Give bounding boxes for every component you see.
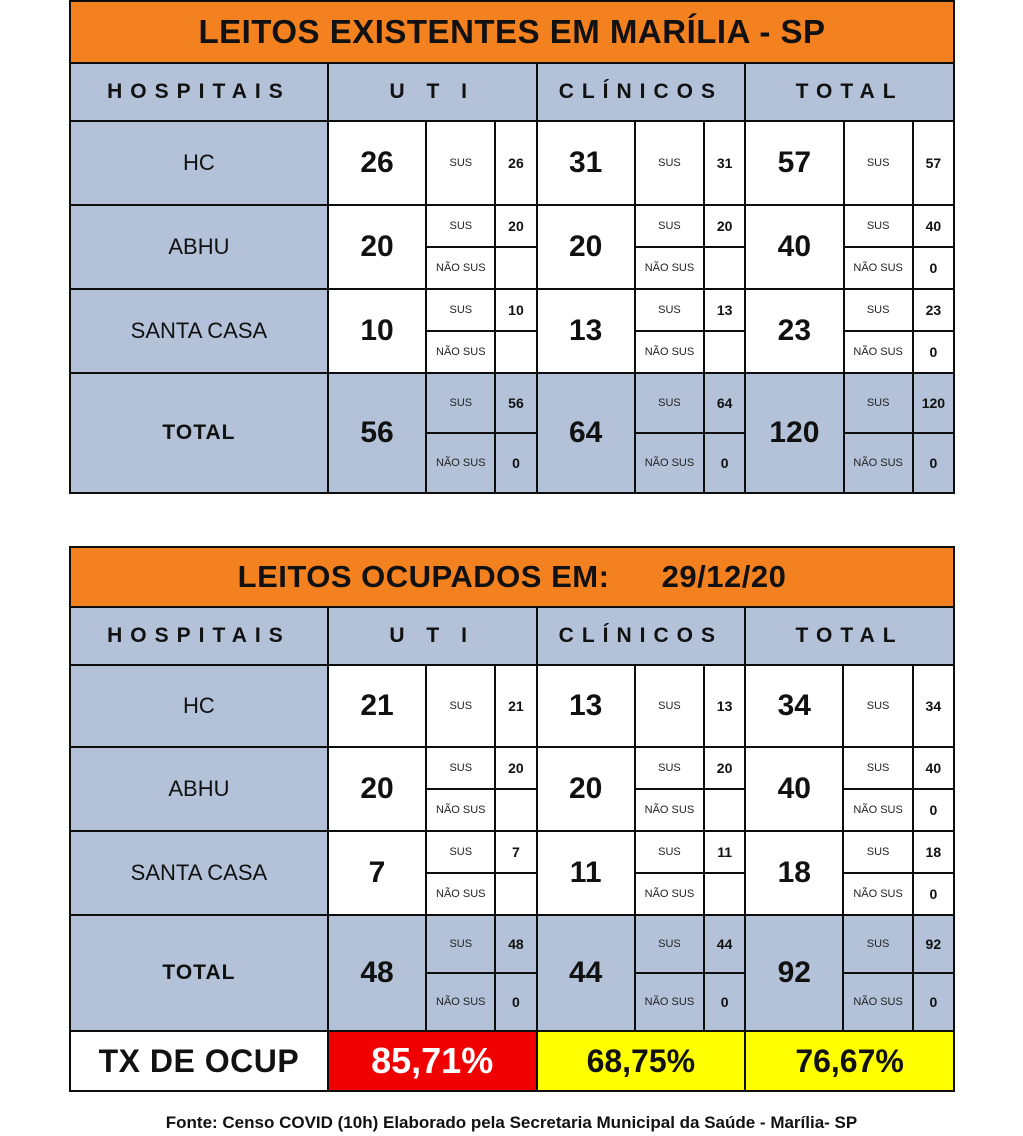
sus-label: SUS — [635, 665, 704, 747]
sus-value: 23 — [913, 289, 954, 331]
sus-value: 20 — [495, 747, 536, 789]
nao-sus-value — [704, 873, 745, 915]
sus-value: 48 — [495, 915, 536, 973]
nao-sus-value: 0 — [704, 973, 745, 1031]
nao-sus-value: 0 — [495, 433, 536, 493]
table-row — [70, 121, 954, 205]
hospital-name: TOTAL — [70, 373, 328, 493]
nao-sus-value — [495, 247, 536, 289]
sus-value: 40 — [913, 205, 954, 247]
sus-value: 57 — [913, 121, 954, 205]
header-uti: U T I — [328, 63, 537, 121]
clinicos-value: 44 — [537, 915, 635, 1031]
table-title — [70, 547, 954, 607]
sus-value: 20 — [704, 205, 745, 247]
clinicos-value: 31 — [537, 121, 635, 205]
nao-sus-value: 0 — [913, 433, 954, 493]
sus-value: 56 — [495, 373, 536, 433]
sus-label: SUS — [635, 205, 704, 247]
header-total: TOTAL — [745, 607, 954, 665]
nao-sus-label: NÃO SUS — [844, 331, 913, 373]
hospital-name: HC — [70, 665, 328, 747]
hospital-name: SANTA CASA — [70, 831, 328, 915]
sus-label: SUS — [635, 373, 704, 433]
uti-value: 7 — [328, 831, 426, 915]
sus-label: SUS — [635, 747, 704, 789]
total-value: 57 — [745, 121, 843, 205]
sus-label: SUS — [635, 831, 704, 873]
footer-source: Fonte: Censo COVID (10h) Elaborado pela Secretaria Municipal da Saúde - Marília- SP — [165, 1113, 858, 1132]
sus-label: SUS — [426, 747, 495, 789]
sus-label: SUS — [426, 289, 495, 331]
sus-label: SUS — [843, 831, 912, 873]
sus-value: 18 — [913, 831, 954, 873]
nao-sus-label: NÃO SUS — [426, 873, 495, 915]
sus-value: 11 — [704, 831, 745, 873]
total-value: 40 — [745, 205, 843, 289]
nao-sus-value: 0 — [495, 973, 536, 1031]
sus-label: SUS — [635, 121, 704, 205]
nao-sus-label: NÃO SUS — [426, 247, 495, 289]
hospital-name: HC — [70, 121, 328, 205]
table-row — [70, 915, 954, 973]
clinicos-value: 20 — [537, 205, 635, 289]
total-value: 92 — [745, 915, 843, 1031]
hospital-name: ABHU — [70, 747, 328, 831]
table-row — [70, 831, 954, 873]
nao-sus-value — [704, 331, 745, 373]
table-row — [70, 289, 954, 331]
sus-value: 44 — [704, 915, 745, 973]
nao-sus-value: 0 — [913, 331, 954, 373]
sus-value: 34 — [913, 665, 954, 747]
sus-value: 31 — [704, 121, 745, 205]
uti-value: 10 — [328, 289, 426, 373]
header-total: TOTAL — [745, 63, 954, 121]
leitos-ocupados-table — [69, 546, 955, 1092]
sus-value: 20 — [704, 747, 745, 789]
total-value: 40 — [745, 747, 843, 831]
taxa-clinicos: 68,75% — [537, 1031, 746, 1091]
taxa-uti: 85,71% — [328, 1031, 537, 1091]
nao-sus-label: NÃO SUS — [844, 247, 913, 289]
title-text: LEITOS OCUPADOS EM: — [237, 559, 610, 594]
nao-sus-label: NÃO SUS — [635, 247, 704, 289]
taxa-total: 76,67% — [745, 1031, 954, 1091]
nao-sus-label: NÃO SUS — [844, 433, 913, 493]
header-clinicos: CLÍNICOS — [537, 63, 746, 121]
table-title: LEITOS EXISTENTES EM MARÍLIA - SP — [70, 1, 954, 63]
nao-sus-value: 0 — [913, 789, 954, 831]
nao-sus-label: NÃO SUS — [635, 973, 704, 1031]
nao-sus-label: NÃO SUS — [426, 433, 495, 493]
sus-label: SUS — [844, 121, 913, 205]
nao-sus-label: NÃO SUS — [843, 973, 912, 1031]
uti-value: 48 — [328, 915, 426, 1031]
nao-sus-value — [495, 331, 536, 373]
table-row — [70, 747, 954, 789]
sus-label: SUS — [426, 373, 495, 433]
sus-label: SUS — [426, 205, 495, 247]
header-clinicos: CLÍNICOS — [537, 607, 746, 665]
nao-sus-label: NÃO SUS — [843, 789, 912, 831]
nao-sus-label: NÃO SUS — [843, 873, 912, 915]
sus-value: 20 — [495, 205, 536, 247]
nao-sus-label: NÃO SUS — [635, 433, 704, 493]
total-value: 34 — [745, 665, 843, 747]
sus-label: SUS — [426, 915, 495, 973]
table-row — [70, 205, 954, 247]
hospital-name: ABHU — [70, 205, 328, 289]
uti-value: 26 — [328, 121, 426, 205]
nao-sus-value — [704, 247, 745, 289]
sus-label: SUS — [843, 665, 912, 747]
nao-sus-value: 0 — [913, 247, 954, 289]
sus-label: SUS — [843, 747, 912, 789]
title-date: 29/12/20 — [661, 559, 787, 594]
table-row — [70, 373, 954, 433]
hospital-name: SANTA CASA — [70, 289, 328, 373]
nao-sus-value — [704, 789, 745, 831]
nao-sus-label: NÃO SUS — [635, 331, 704, 373]
clinicos-value: 13 — [537, 665, 635, 747]
sus-label: SUS — [635, 915, 704, 973]
nao-sus-label: NÃO SUS — [635, 789, 704, 831]
sus-label: SUS — [635, 289, 704, 331]
sus-label: SUS — [844, 205, 913, 247]
nao-sus-value: 0 — [704, 433, 745, 493]
clinicos-value: 11 — [537, 831, 635, 915]
header-hospitais: HOSPITAIS — [70, 63, 328, 121]
nao-sus-value: 0 — [913, 973, 954, 1031]
header-hospitais: HOSPITAIS — [70, 607, 328, 665]
sus-label: SUS — [843, 915, 912, 973]
nao-sus-value — [495, 873, 536, 915]
uti-value: 20 — [328, 747, 426, 831]
sus-value: 26 — [495, 121, 536, 205]
sus-value: 92 — [913, 915, 954, 973]
nao-sus-label: NÃO SUS — [635, 873, 704, 915]
hospital-name: TOTAL — [70, 915, 328, 1031]
sus-value: 7 — [495, 831, 536, 873]
nao-sus-value — [495, 789, 536, 831]
total-value: 120 — [745, 373, 843, 493]
nao-sus-label: NÃO SUS — [426, 973, 495, 1031]
sus-value: 21 — [495, 665, 536, 747]
header-uti: U T I — [328, 607, 537, 665]
uti-value: 21 — [328, 665, 426, 747]
table-row — [70, 665, 954, 747]
sus-label: SUS — [844, 373, 913, 433]
clinicos-value: 13 — [537, 289, 635, 373]
sus-label: SUS — [426, 831, 495, 873]
sus-label: SUS — [426, 665, 495, 747]
uti-value: 56 — [328, 373, 426, 493]
sus-label: SUS — [426, 121, 495, 205]
leitos-existentes-table — [69, 0, 955, 494]
uti-value: 20 — [328, 205, 426, 289]
sus-value: 13 — [704, 665, 745, 747]
clinicos-value: 20 — [537, 747, 635, 831]
total-value: 18 — [745, 831, 843, 915]
clinicos-value: 64 — [537, 373, 635, 493]
nao-sus-label: NÃO SUS — [426, 331, 495, 373]
sus-value: 10 — [495, 289, 536, 331]
sus-value: 13 — [704, 289, 745, 331]
nao-sus-label: NÃO SUS — [426, 789, 495, 831]
sus-label: SUS — [844, 289, 913, 331]
sus-value: 40 — [913, 747, 954, 789]
sus-value: 120 — [913, 373, 954, 433]
sus-value: 64 — [704, 373, 745, 433]
total-value: 23 — [745, 289, 843, 373]
taxa-label: TX DE OCUP — [70, 1031, 328, 1091]
nao-sus-value: 0 — [913, 873, 954, 915]
